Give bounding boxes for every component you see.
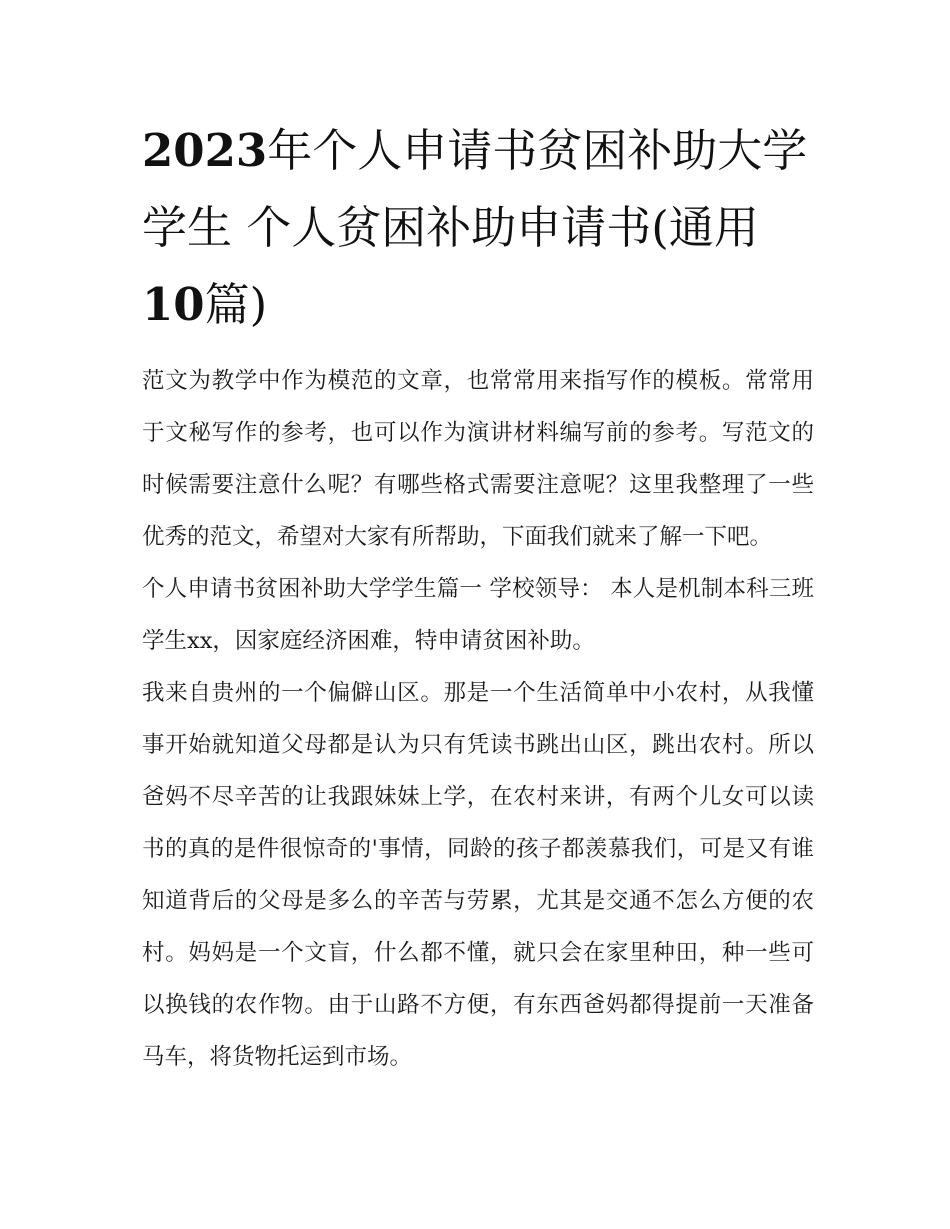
title-text-part2: 篇) bbox=[204, 278, 268, 331]
title-count: 10 bbox=[142, 278, 205, 331]
title-year: 2023 bbox=[142, 124, 268, 177]
paragraph-application-opening: 个人申请书贫困补助大学学生篇一 学校领导： 本人是机制本科三班学生xx，因家庭经济困难，特申请贫困补助。 bbox=[142, 576, 814, 654]
title-text-part1: 年个人申请书贫困补助大学学生 个人贫困补助申请书(通用 bbox=[142, 124, 808, 254]
document-title bbox=[142, 112, 814, 343]
document-body bbox=[142, 112, 814, 1083]
paragraph-intro: 范文为教学中作为模范的文章，也常常用来指写作的模板。常常用于文秘写作的参考，也可以作为演讲材料编写前的参考。写范文的时候需要注意什么呢？有哪些格式需要注意呢？这里我整理了一些优秀的范文，希望对大家有所帮助，下面我们就来了解一下吧。 bbox=[142, 368, 814, 550]
paragraph-family-background: 我来自贵州的一个偏僻山区。那是一个生活简单中小农村，从我懂事开始就知道父母都是认为只有凭读书跳出山区，跳出农村。所以爸妈不尽辛苦的让我跟妹妹上学，在农村来讲，有两个儿女可以读书的真的是件很惊奇的'事情，同龄的孩子都羡慕我们，可是又有谁知道背后的父母是多么的辛苦与劳累，尤其是交通不怎么方便的农村。妈妈是一个文盲，什么都不懂，就只会在家里种田，种一些可以换钱的农作物。由于山路不方便，有东西爸妈都得提前一天准备马车，将货物托运到市场。 bbox=[142, 680, 814, 1070]
